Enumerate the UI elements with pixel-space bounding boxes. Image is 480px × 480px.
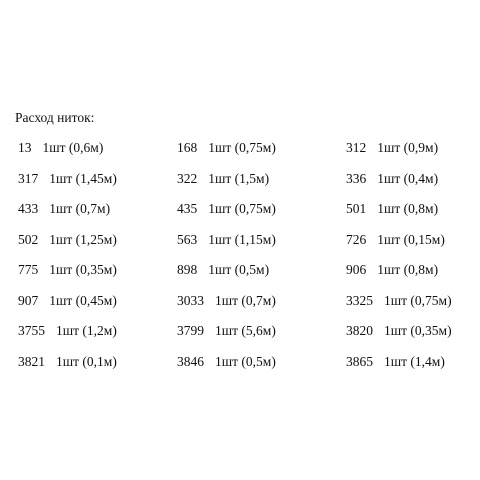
thread-entry: [346, 171, 438, 187]
thread-quantity: 1шт (0,15м): [377, 231, 445, 247]
thread-entry: [177, 232, 276, 248]
thread-code: 3033: [177, 292, 204, 308]
thread-code: 3799: [177, 323, 204, 338]
thread-code: 312: [346, 140, 367, 155]
thread-quantity: 1шт (0,5м): [215, 353, 276, 369]
thread-code: 501: [346, 201, 367, 216]
thread-entry: [346, 201, 438, 217]
thread-entry: [346, 323, 452, 339]
thread-list: [0, 140, 480, 384]
thread-entry: [346, 232, 445, 248]
thread-entry: [18, 171, 117, 187]
thread-quantity: 1шт (0,7м): [215, 292, 276, 308]
thread-code: 336: [346, 170, 367, 186]
thread-quantity: 1шт (0,75м): [208, 201, 276, 216]
thread-quantity: 1шт (1,4м): [384, 353, 445, 369]
thread-code: 13: [18, 140, 32, 155]
thread-quantity: 1шт (0,75м): [208, 140, 276, 155]
thread-code: 435: [177, 201, 198, 216]
thread-code: 168: [177, 140, 198, 155]
thread-code: 3821: [18, 353, 45, 369]
thread-entry: [177, 293, 276, 309]
thread-quantity: 1шт (0,1м): [56, 353, 117, 369]
thread-quantity: 1шт (0,8м): [377, 262, 439, 277]
thread-code: 322: [177, 170, 198, 186]
thread-quantity: 1шт (0,7м): [49, 201, 111, 216]
thread-quantity: 1шт (0,9м): [377, 140, 439, 155]
thread-entry: [177, 323, 276, 339]
thread-quantity: 1шт (1,45м): [49, 170, 117, 186]
thread-code: 775: [18, 262, 39, 277]
thread-code: 3755: [18, 323, 45, 338]
thread-code: 3820: [346, 323, 373, 338]
thread-code: 502: [18, 231, 39, 247]
thread-quantity: 1шт (0,5м): [208, 262, 270, 277]
thread-row: [0, 232, 480, 263]
thread-quantity: 1шт (1,5м): [208, 170, 270, 186]
thread-code: 3865: [346, 353, 373, 369]
thread-code: 898: [177, 262, 198, 277]
thread-quantity: 1шт (0,75м): [384, 292, 452, 308]
thread-entry: [177, 201, 276, 217]
thread-usage-heading: Расход ниток:: [15, 110, 95, 125]
thread-row: [0, 262, 480, 293]
thread-quantity: 1шт (1,2м): [56, 323, 117, 338]
thread-entry: [18, 201, 110, 217]
thread-code: 726: [346, 231, 367, 247]
thread-code: 433: [18, 201, 39, 216]
thread-quantity: 1шт (1,25м): [49, 231, 117, 247]
thread-entry: [18, 140, 103, 156]
thread-quantity: 1шт (0,8м): [377, 201, 439, 216]
thread-entry: [177, 262, 269, 278]
thread-code: 3846: [177, 353, 204, 369]
thread-entry: [18, 354, 117, 370]
thread-code: 906: [346, 262, 367, 277]
thread-quantity: 1шт (0,4м): [377, 170, 439, 186]
thread-code: 3325: [346, 292, 373, 308]
thread-entry: [346, 293, 452, 309]
thread-row: [0, 354, 480, 385]
thread-code: 563: [177, 231, 198, 247]
thread-entry: [346, 140, 438, 156]
thread-quantity: 1шт (0,6м): [42, 140, 104, 155]
thread-row: [0, 171, 480, 202]
thread-entry: [346, 262, 438, 278]
thread-quantity: 1шт (1,15м): [208, 231, 276, 247]
thread-entry: [18, 293, 117, 309]
thread-code: 907: [18, 292, 39, 308]
thread-entry: [177, 354, 276, 370]
thread-row: [0, 201, 480, 232]
thread-entry: [18, 262, 117, 278]
thread-entry: [346, 354, 445, 370]
thread-row: [0, 293, 480, 324]
thread-quantity: 1шт (0,35м): [384, 323, 452, 338]
thread-quantity: 1шт (5,6м): [215, 323, 276, 338]
thread-quantity: 1шт (0,45м): [49, 292, 117, 308]
thread-code: 317: [18, 170, 39, 186]
thread-entry: [177, 140, 276, 156]
thread-entry: [18, 232, 117, 248]
thread-entry: [177, 171, 269, 187]
thread-row: [0, 140, 480, 171]
thread-row: [0, 323, 480, 354]
thread-quantity: 1шт (0,35м): [49, 262, 117, 277]
thread-entry: [18, 323, 117, 339]
